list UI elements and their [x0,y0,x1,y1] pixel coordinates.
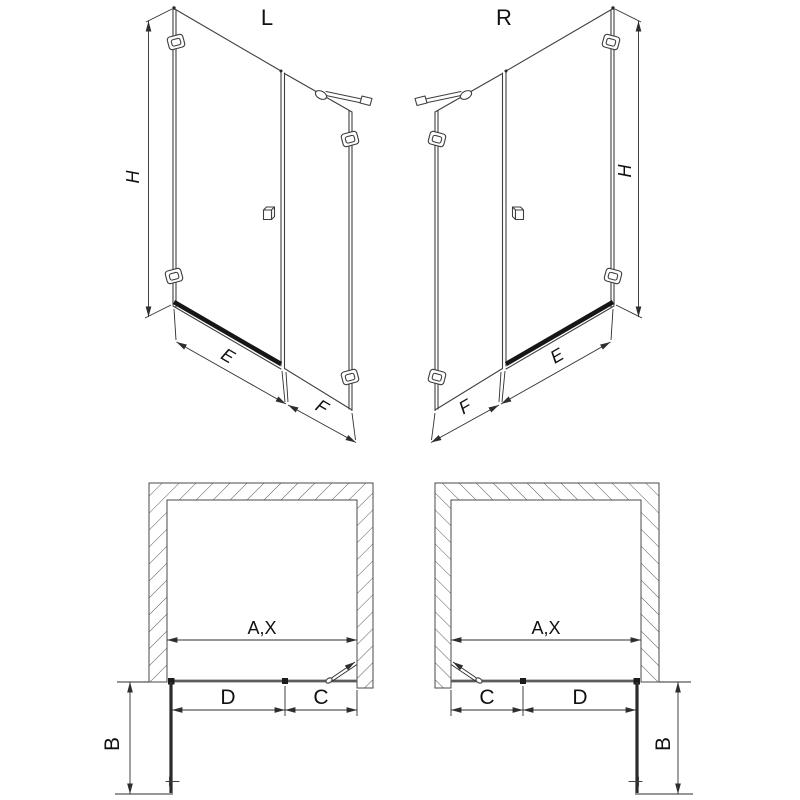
plan-right-opening-width-label: A,X [531,618,561,638]
plan-left-door-projection-label: B [101,736,124,752]
front-view-right [415,5,642,443]
front-view-left-geometry [145,6,372,442]
plan-left-opening-width-label: A,X [247,618,277,638]
front-right-panel-width-label: E [546,344,568,368]
front-left-panel-width-label: E [217,344,239,368]
plan-view-left-geometry [115,483,373,794]
front-left-side-width-label: F [312,395,332,419]
front-right-side-width-label: F [455,395,475,419]
plan-right-door-width-label: D [572,686,588,709]
plan-right-fixed-width-label: C [479,686,495,709]
plan-view-left [101,483,373,794]
front-right-height-label: H [615,164,635,178]
plan-right-door-projection-label: B [652,736,675,752]
front-view-left [123,5,372,443]
front-left-height-label: H [123,170,143,184]
plan-view-right [435,483,693,794]
plan-left-fixed-width-label: C [313,686,329,709]
front-view-right-geometry [415,6,642,442]
plan-left-door-width-label: D [220,686,236,709]
front-right-title: R [496,5,512,30]
front-left-title: L [260,5,274,30]
